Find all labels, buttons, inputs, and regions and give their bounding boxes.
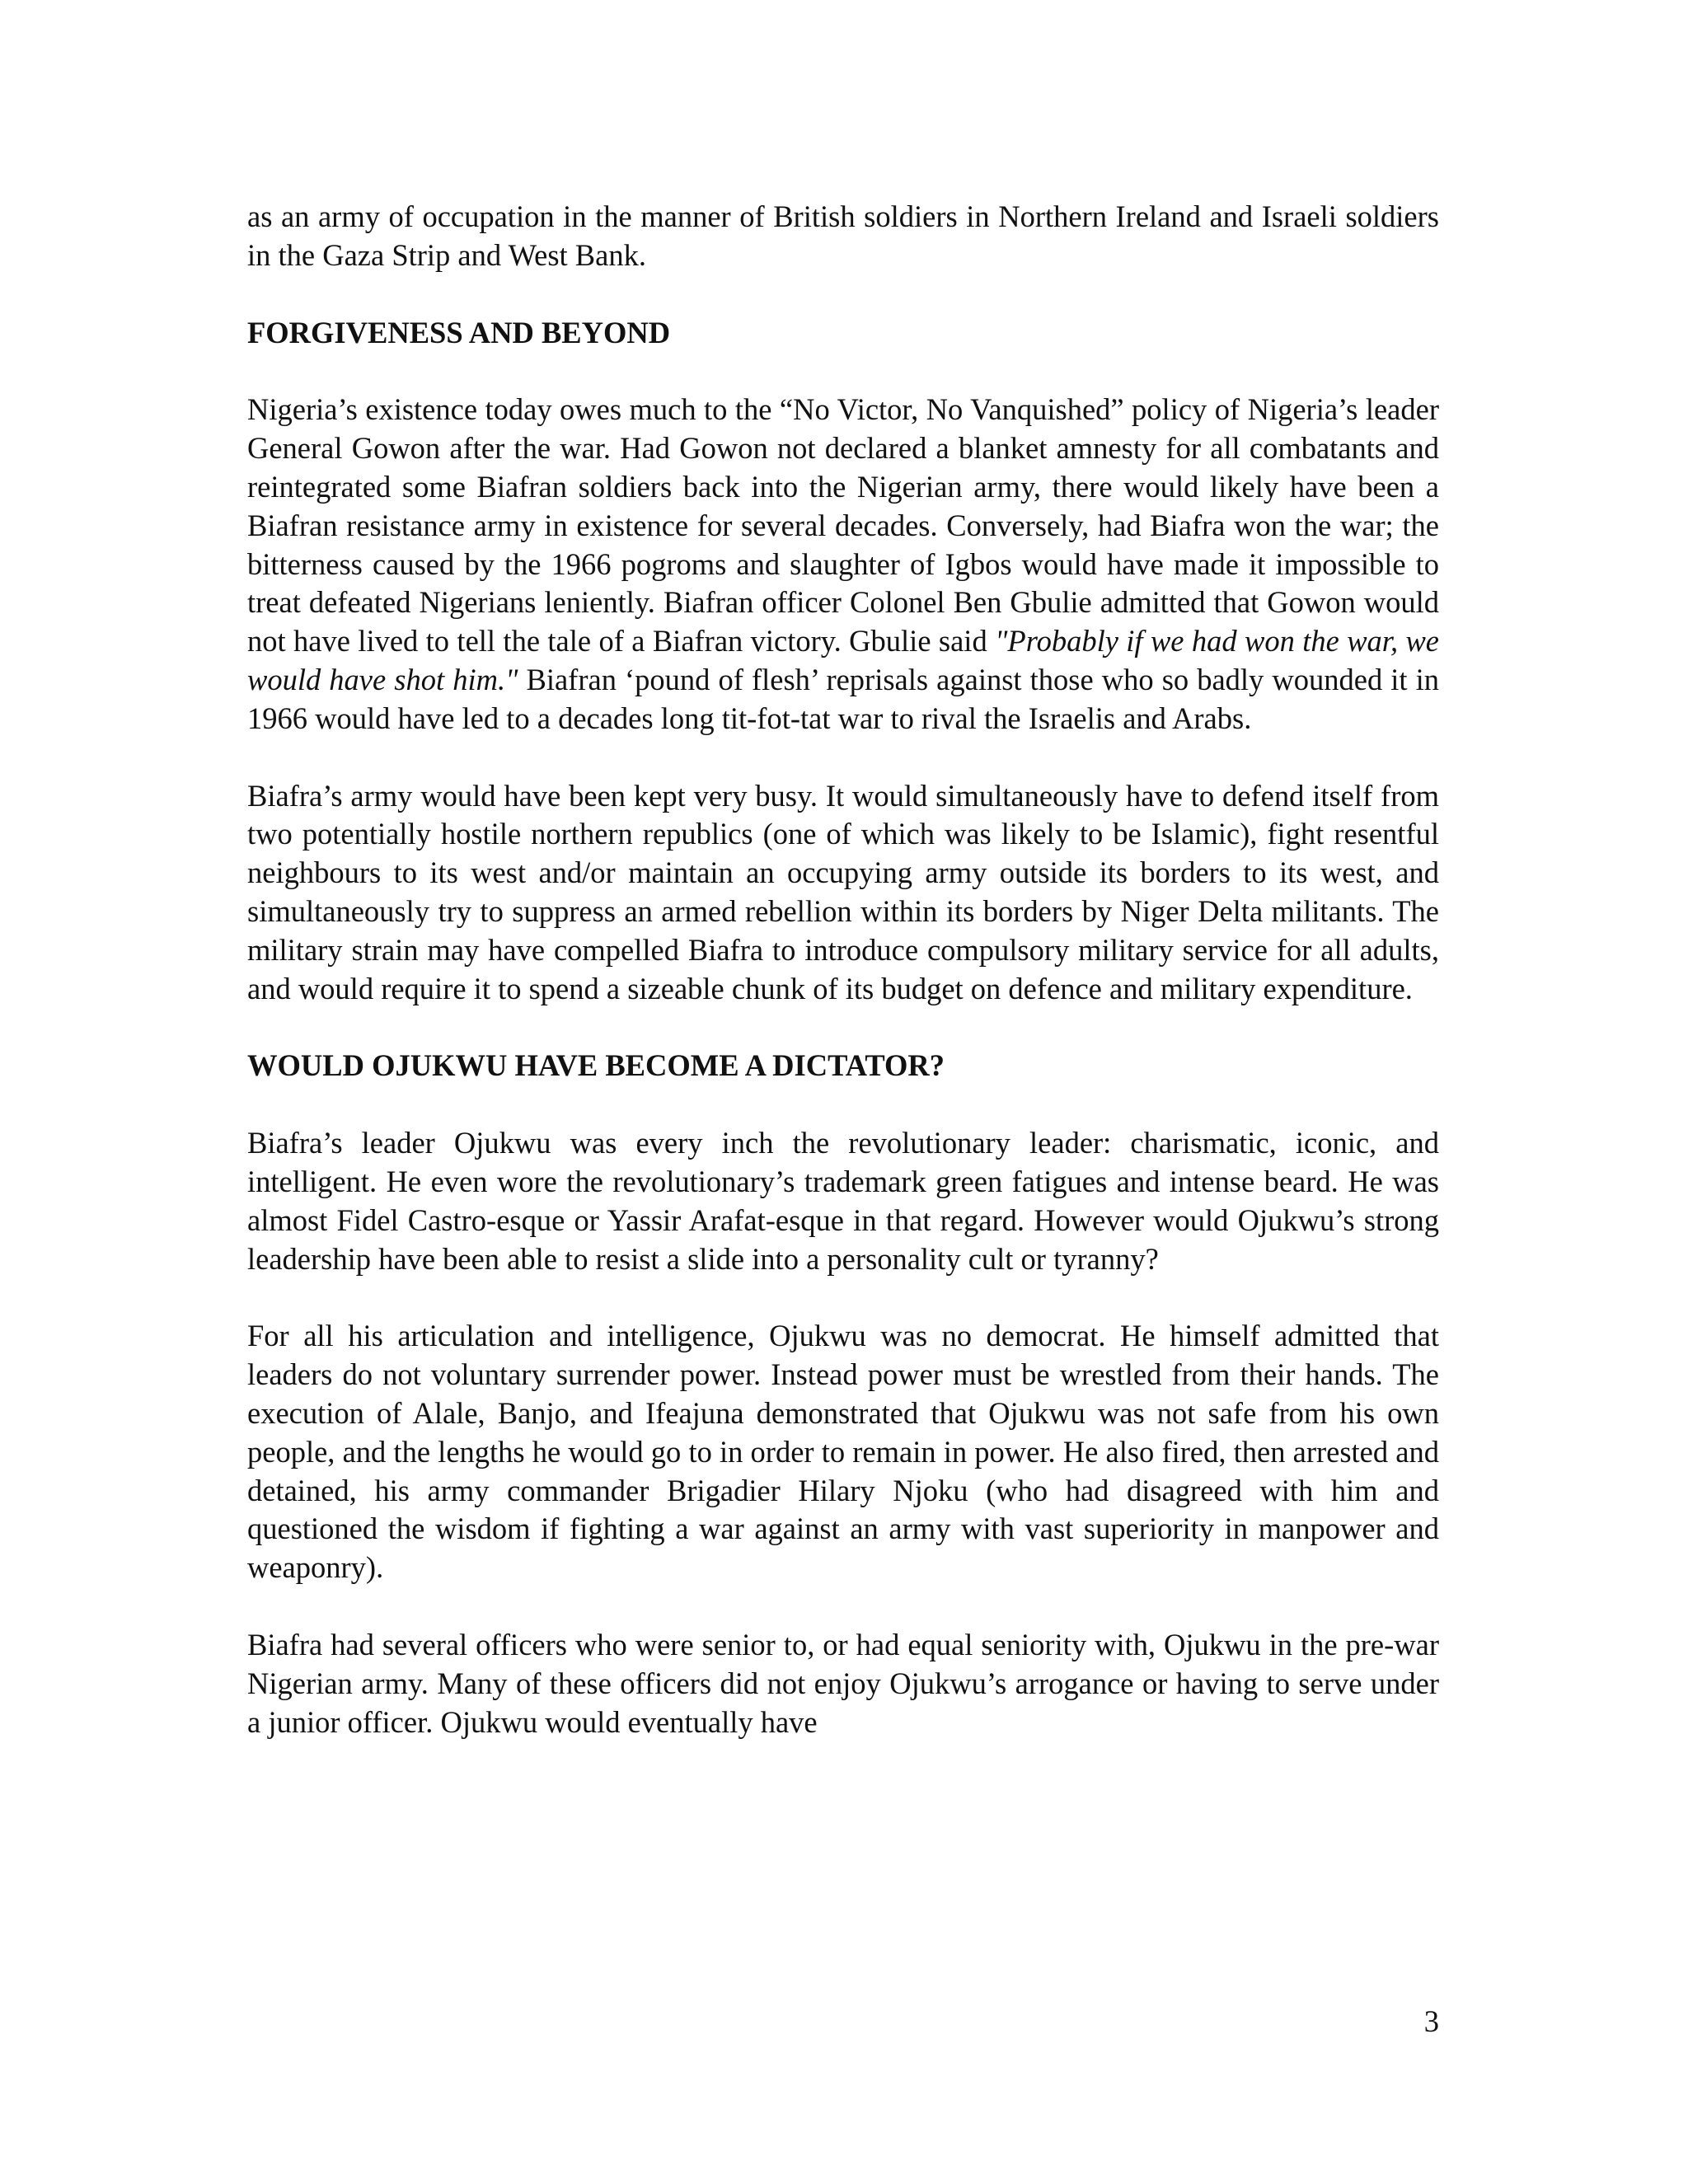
gbulie-quote: "Probably if we had won the war, we would have shot him." xyxy=(247,624,1439,696)
paragraph-text: Nigeria’s existence today owes much to the “No Victor, No Vanquished” policy of Nigeria’s leader General Gowon after the war. Had Gowon not declared a blanket amnesty for all combatants and reintegrated some Biafran soldiers back into the Nigerian army, there would likely have been a Biafran resistance army in existence for several decades. Conversely, had Biafra won the war; the bitterness caused by the 1966 pogroms and slaughter of Igbos would have made it impossible to treat defeated Nigerians leniently. Biafran officer Colonel Ben Gbulie admitted that Gowon would not have lived to tell the tale of a Biafran victory. Gbulie said xyxy=(247,392,1439,658)
intro-paragraph: as an army of occupation in the manner of British soldiers in Northern Ireland and Israeli soldiers in the Gaza Strip and West Bank. xyxy=(247,199,1439,272)
page-body xyxy=(247,198,1439,1741)
paragraph-senior-officers: Biafra had several officers who were senior to, or had equal seniority with, Ojukwu in the pre-war Nigerian army. Many of these officers did not enjoy Ojukwu’s arrogance or having to serve under a junior officer. Ojukwu would eventually have xyxy=(247,1627,1439,1739)
paragraph-no-victor xyxy=(247,391,1439,738)
paragraph-text: Biafran ‘pound of flesh’ reprisals against those who so badly wounded it in 1966 would have led to a decades long tit-fot-tat war to rival the Israelis and Arabs. xyxy=(247,662,1440,735)
section-heading-dictator: WOULD OJUKWU HAVE BECOME A DICTATOR? xyxy=(247,1048,945,1083)
section-heading-forgiveness: FORGIVENESS AND BEYOND xyxy=(247,315,671,349)
paragraph-ojukwu-democrat: For all his articulation and intelligence, Ojukwu was no democrat. He himself admitted that leaders do not voluntary surrender power. Instead power must be wrestled from their hands. The execution of Alale, Banjo, and Ifeajuna demonstrated that Ojukwu was not safe from his own people, and the lengths he would go to in order to remain in power. He also fired, then arrested and detained, his army commander Brigadier Hilary Njoku (who had disagreed with him and questioned the wisdom if fighting a war against an army with vast superiority in manpower and weaponry). xyxy=(247,1319,1439,1585)
page-number: 3 xyxy=(1423,2004,1439,2038)
paragraph-biafra-army: Biafra’s army would have been kept very busy. It would simultaneously have to defend itself from two potentially hostile northern republics (one of which was likely to be Islamic), fight resentful neighbours to its west and/or maintain an occupying army outside its borders to its west, and simultaneously try to suppress an armed rebellion within its borders by Niger Delta militants. The military strain may have compelled Biafra to introduce compulsory military service for all adults, and would require it to spend a sizeable chunk of its budget on defence and military expenditure. xyxy=(247,778,1439,1005)
paragraph-ojukwu-leader: Biafra’s leader Ojukwu was every inch the revolutionary leader: charismatic, iconic, and intelligent. He even wore the revolutionary’s trademark green fatigues and intense beard. He was almost Fidel Castro-esque or Yassir Arafat-esque in that regard. However would Ojukwu’s strong leadership have been able to resist a slide into a personality cult or tyranny? xyxy=(247,1126,1439,1276)
